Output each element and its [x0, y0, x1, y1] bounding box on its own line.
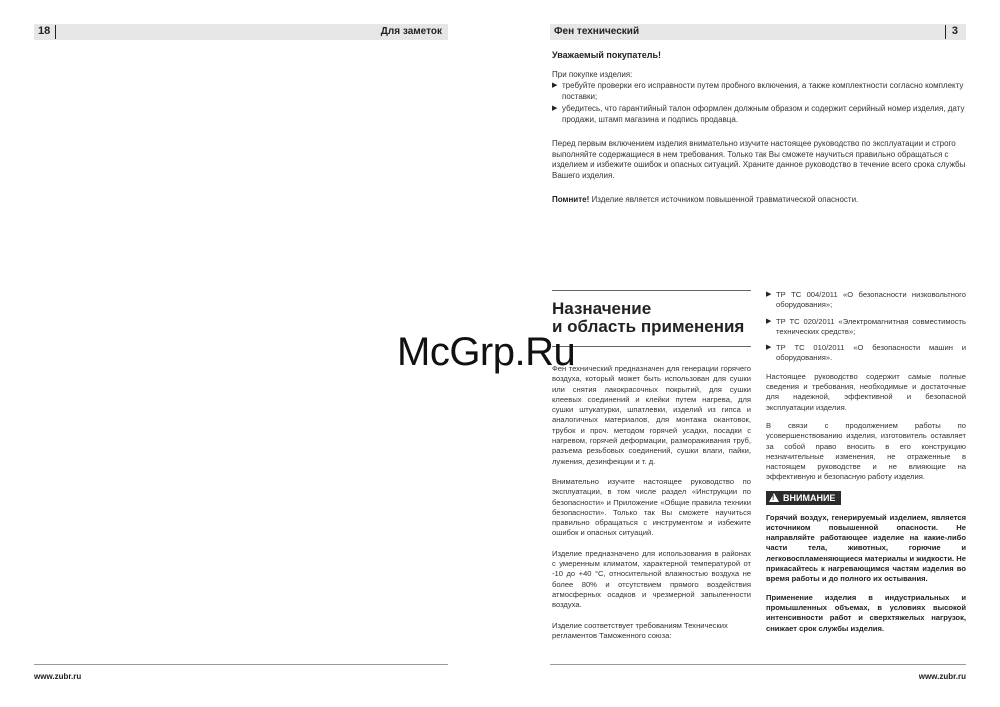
purchase-intro: При покупке изделия: [552, 69, 633, 79]
list-item: ▶ ТР ТС 020/2011 «Электромагнитная совместимость технических средств»; [766, 316, 966, 336]
warning-paragraph-2: Применение изделия в индустриальных и промышленных объемах, в условиях высокой интенсивности работ и сверхтяжелых нагрузок, снижает срок службы изделия. [766, 592, 966, 633]
regulations-list [766, 290, 966, 364]
remember-label: Помните! [552, 195, 590, 204]
left-header-title: Для заметок [380, 26, 442, 37]
warning-badge-row [766, 491, 966, 506]
purpose-column [552, 364, 751, 641]
bullet-arrow-icon: ▶ [766, 291, 772, 298]
list-item: ▶ требуйте проверки его исправности путем пробного включения, а также комплектности согласно комплекту поставки; [552, 81, 964, 101]
purpose-paragraph-2: Внимательно изучите настоящее руководство по эксплуатации, в том числе раздел «Инструкции по безопасности» и Приложение «Общие правила техники безопасности». Только так Вы сможете научиться правильно обращаться с инструментом и избежите ошибок и опасных ситуаций. [552, 476, 751, 538]
left-page-number: 18 [38, 25, 51, 37]
right-footer-url: www.zubr.ru [918, 672, 966, 681]
warning-badge: ! ВНИМАНИЕ [766, 491, 841, 505]
left-header-divider [55, 25, 56, 39]
purpose-paragraph-1: Фен технический предназначен для генерации горячего воздуха, который может быть использован для сушки или снятия лакокрасочных покрытий, для сушки клеевых соединений и клейки путем нагрева, для сушки штукатурки, шпатлевки, изделий из гипса и аналогичных материалов, для монтажа окантовок, трубок и проч. методом горячей усадки, посадки с нагревом, горячей деформации, размораживания труб, разъема резьбовых соединений, сушки влаги, пайки, лужения, дезинфекции и т. д. [552, 364, 751, 466]
section-bottom-rule [552, 346, 751, 347]
improvement-paragraph: В связи с продолжением работы по усовершенствованию изделия, изготовитель оставляет за собой право вносить в его конструкцию незначительные изменения, не отраженные в настоящем руководстве и не влияющие на эффективную и безопасную работу изделия. [766, 420, 966, 482]
warning-paragraph-1: Горячий воздух, генерируемый изделием, является источником повышенной опасности. Не направляйте работающее изделие на какие-либо части тела, животных, горючие и легковоспламеняющиеся материалы и жидкости. Не прикасайтесь к нагревающимся частям изделия во время работы и до полного их остывания. [766, 512, 966, 584]
bullet-arrow-icon: ▶ [552, 105, 558, 112]
watermark-text: McGrp.Ru [397, 330, 576, 374]
bullet-arrow-icon: ▶ [552, 82, 558, 89]
bullet-arrow-icon: ▶ [766, 344, 772, 352]
list-item: ▶ ТР ТС 004/2011 «О безопасности низковольтного оборудования»; [766, 290, 966, 310]
remember-text: Изделие является источником повышенной травматической опасности. [589, 195, 859, 204]
warning-triangle-icon: ! [769, 493, 779, 502]
greeting-heading: Уважаемый покупатель! [552, 50, 661, 60]
left-header-bar [34, 24, 448, 40]
manual-scope-paragraph: Настоящее руководство содержит самые полные сведения и требования, необходимые и достаточные для надежной, эффективной и безопасной эксплуатации изделия. [766, 371, 966, 412]
regulations-column [766, 290, 966, 634]
list-item: ▶ убедитесь, что гарантийный талон оформлен должным образом и содержит серийный номер изделия, дату продажи, штамп магазина и подпись продавца. [552, 104, 965, 124]
left-footer-url: www.zubr.ru [34, 672, 82, 681]
right-page-number: 3 [951, 25, 958, 37]
purpose-paragraph-4: Изделие соответствует требованиям Технических регламентов Таможенного союза: [552, 620, 728, 640]
right-footer-line [550, 664, 966, 665]
section-title [552, 300, 744, 336]
before-use-paragraph: Перед первым включением изделия внимательно изучите настоящее руководство по эксплуатации и строго выполняйте содержащиеся в нем требования. Только так Вы сможете научиться правильно обращаться с изделием и избежите ошибок и опасных ситуаций. Храните данное руководство в течение всего срока службы Вашего изделия. [552, 139, 966, 180]
remember-paragraph [552, 195, 966, 206]
intro-block [552, 50, 966, 206]
section-title-line2: и область применения [552, 317, 745, 336]
purchase-bullets [552, 81, 966, 125]
list-item: ▶ ТР ТС 010/2011 «О безопасности машин и оборудования». [766, 343, 966, 363]
right-header-divider [945, 25, 946, 39]
bullet-arrow-icon: ▶ [766, 317, 772, 325]
purpose-paragraph-3: Изделие предназначено для использования в районах с умеренным климатом, характерной температурой от -10 до +40 °С, относительной влажностью воздуха не более 80% и отсутствием прямого воздействия атмосферных осадков и чрезмерной запыленности воздуха. [552, 548, 751, 610]
right-header-bar [550, 24, 966, 40]
right-header-title: Фен технический [554, 26, 640, 37]
section-top-rule [552, 290, 751, 291]
section-title-line1: Назначение [552, 299, 652, 318]
left-footer-line [34, 664, 448, 665]
